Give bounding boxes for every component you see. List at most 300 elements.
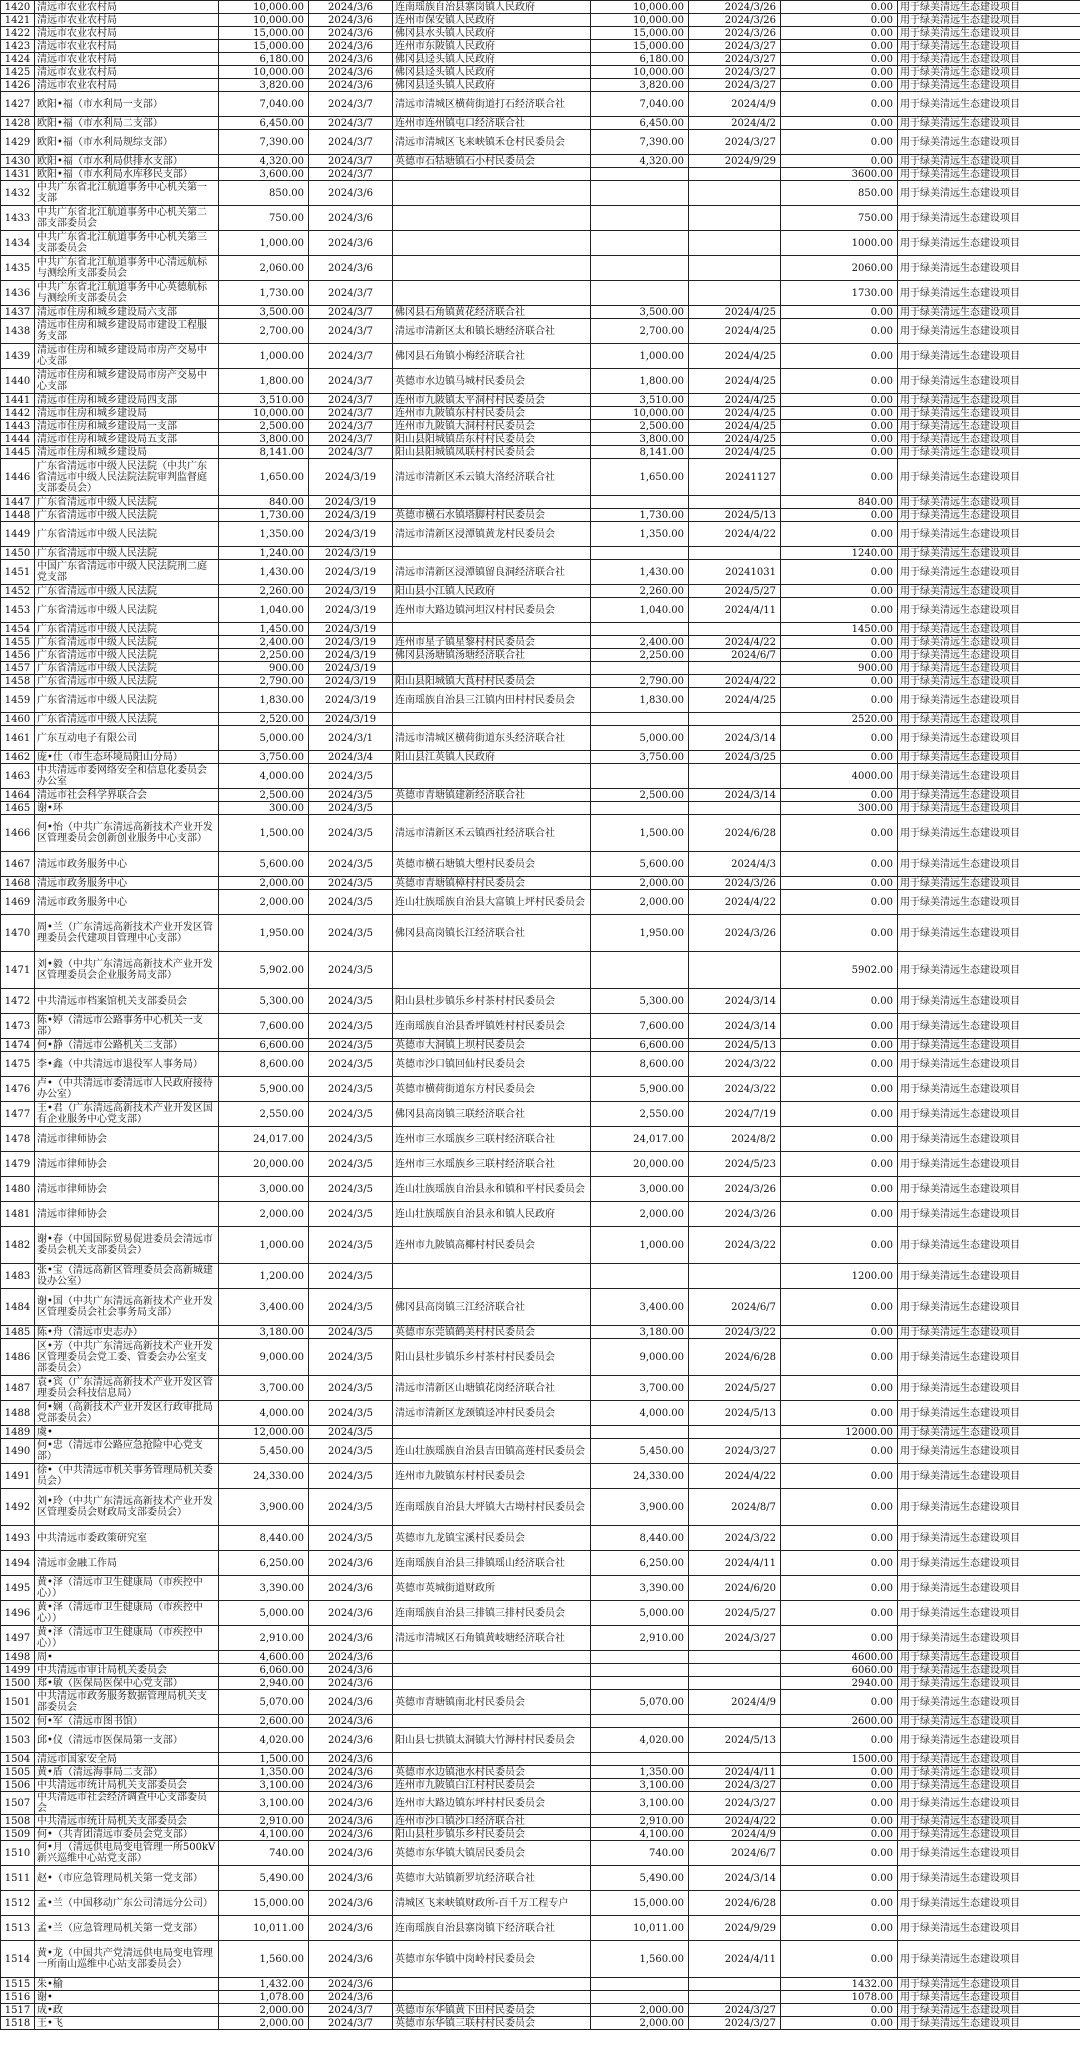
donation-amount-cell: 2,910.00 xyxy=(219,1626,309,1651)
disbursed-amount-cell xyxy=(591,623,689,636)
recipient-unit-cell: 清远市清新区浸潭镇留良洞经济联合社 xyxy=(393,560,591,585)
remaining-balance-cell: 300.00 xyxy=(781,802,898,815)
disbursed-date-cell: 2024/3/26 xyxy=(689,1177,781,1202)
usage-purpose-cell: 用于绿美清远生态建设项目 xyxy=(898,168,1080,181)
donor-name-cell: 中共清远市委网络安全和信息化委员会办公室 xyxy=(35,764,219,789)
donor-name-cell: 中共广东省北江航道事务中心机关第一支部 xyxy=(35,181,219,206)
disbursed-date-cell: 2024/6/7 xyxy=(689,649,781,662)
donation-amount-cell: 1,450.00 xyxy=(219,623,309,636)
usage-purpose-cell: 用于绿美清远生态建设项目 xyxy=(898,815,1080,852)
disbursed-amount-cell: 1,350.00 xyxy=(591,1766,689,1779)
donor-name-cell: 陈•婷（清远市公路事务中心机关一支部） xyxy=(35,1014,219,1039)
donor-name-cell: 欧阳•福（市水利局一支部） xyxy=(35,92,219,117)
disbursed-date-cell: 2024/4/22 xyxy=(689,675,781,688)
disbursed-amount-cell: 3,100.00 xyxy=(591,1779,689,1792)
donation-amount-cell: 3,180.00 xyxy=(219,1326,309,1339)
remaining-balance-cell: 12000.00 xyxy=(781,1426,898,1439)
row-number-cell: 1502 xyxy=(1,1715,35,1728)
remaining-balance-cell: 0.00 xyxy=(781,394,898,407)
donor-name-cell: 欧阳•福（市水利局水库移民支部） xyxy=(35,168,219,181)
usage-purpose-cell: 用于绿美清远生态建设项目 xyxy=(898,1376,1080,1401)
usage-purpose-cell: 用于绿美清远生态建设项目 xyxy=(898,1339,1080,1376)
donation-amount-cell: 4,100.00 xyxy=(219,1828,309,1841)
table-row xyxy=(1,688,1080,713)
disbursed-amount-cell: 2,000.00 xyxy=(591,2017,689,2030)
remaining-balance-cell: 0.00 xyxy=(781,1127,898,1152)
usage-purpose-cell: 用于绿美清远生态建设项目 xyxy=(898,852,1080,877)
remaining-balance-cell: 0.00 xyxy=(781,1728,898,1753)
usage-purpose-cell: 用于绿美清远生态建设项目 xyxy=(898,306,1080,319)
donor-name-cell: 谢•环 xyxy=(35,802,219,815)
table-row xyxy=(1,1202,1080,1227)
remaining-balance-cell: 0.00 xyxy=(781,1401,898,1426)
disbursed-date-cell: 2024/4/3 xyxy=(689,852,781,877)
disbursed-amount-cell: 3,000.00 xyxy=(591,1177,689,1202)
disbursed-amount-cell: 4,100.00 xyxy=(591,1828,689,1841)
table-row xyxy=(1,522,1080,547)
usage-purpose-cell: 用于绿美清远生态建设项目 xyxy=(898,1677,1080,1690)
usage-purpose-cell: 用于绿美清远生态建设项目 xyxy=(898,1779,1080,1792)
disbursed-amount-cell xyxy=(591,547,689,560)
recipient-unit-cell: 英德市青塘镇南北村民委员会 xyxy=(393,1690,591,1715)
disbursed-amount-cell: 1,040.00 xyxy=(591,598,689,623)
disbursed-date-cell: 2024/5/23 xyxy=(689,1152,781,1177)
donation-date-cell: 2024/3/6 xyxy=(309,1626,393,1651)
usage-purpose-cell: 用于绿美清远生态建设项目 xyxy=(898,66,1080,79)
donor-name-cell: 袁•宾（广东清远高新技术产业开发区管理委员会科技信息局） xyxy=(35,1376,219,1401)
recipient-unit-cell: 英德市水边镇池水村民委员会 xyxy=(393,1766,591,1779)
donor-name-cell: 清远市农业农村局 xyxy=(35,53,219,66)
usage-purpose-cell: 用于绿美清远生态建设项目 xyxy=(898,1127,1080,1152)
donor-name-cell: 清远市国家安全局 xyxy=(35,1753,219,1766)
donor-name-cell: 赵•（市应急管理局机关第一党支部） xyxy=(35,1866,219,1891)
recipient-unit-cell: 清远市清新区太和镇长塘经济联合社 xyxy=(393,319,591,344)
disbursed-date-cell: 2024/4/22 xyxy=(689,522,781,547)
row-number-cell: 1470 xyxy=(1,915,35,952)
row-number-cell: 1511 xyxy=(1,1866,35,1891)
disbursed-amount-cell: 7,040.00 xyxy=(591,92,689,117)
donor-name-cell: 周•兰（广东清远高新技术产业开发区管理委员会代建项目管理中心支部） xyxy=(35,915,219,952)
donor-name-cell: 广东互动电子有限公司 xyxy=(35,726,219,751)
table-row xyxy=(1,802,1080,815)
donation-amount-cell: 2,520.00 xyxy=(219,713,309,726)
disbursed-date-cell: 2024/3/26 xyxy=(689,1202,781,1227)
disbursed-date-cell: 2024/4/2 xyxy=(689,117,781,130)
donation-date-cell: 2024/3/5 xyxy=(309,1426,393,1439)
donation-amount-cell: 5,900.00 xyxy=(219,1077,309,1102)
row-number-cell: 1459 xyxy=(1,688,35,713)
disbursed-amount-cell: 7,600.00 xyxy=(591,1014,689,1039)
donor-name-cell: 黄•泽（清远市卫生健康局（市疾控中心）） xyxy=(35,1626,219,1651)
usage-purpose-cell: 用于绿美清远生态建设项目 xyxy=(898,1815,1080,1828)
disbursed-amount-cell: 15,000.00 xyxy=(591,1891,689,1916)
donation-amount-cell: 3,700.00 xyxy=(219,1376,309,1401)
row-number-cell: 1427 xyxy=(1,92,35,117)
row-number-cell: 1444 xyxy=(1,433,35,446)
recipient-unit-cell: 连南瑶族自治县大坪镇大古坳村村民委员会 xyxy=(393,1489,591,1526)
disbursed-amount-cell: 3,510.00 xyxy=(591,394,689,407)
recipient-unit-cell: 连南瑶族自治县三排镇瑶山经济联合社 xyxy=(393,1551,591,1576)
disbursed-amount-cell xyxy=(591,496,689,509)
row-number-cell: 1445 xyxy=(1,446,35,459)
usage-purpose-cell: 用于绿美清远生态建设项目 xyxy=(898,675,1080,688)
donor-name-cell: 清远市农业农村局 xyxy=(35,40,219,53)
donation-date-cell: 2024/3/5 xyxy=(309,1177,393,1202)
donation-amount-cell: 3,900.00 xyxy=(219,1489,309,1526)
disbursed-amount-cell: 1,000.00 xyxy=(591,344,689,369)
disbursed-date-cell: 2024/4/9 xyxy=(689,92,781,117)
disbursed-date-cell xyxy=(689,1991,781,2004)
donation-date-cell: 2024/3/7 xyxy=(309,2017,393,2030)
row-number-cell: 1425 xyxy=(1,66,35,79)
recipient-unit-cell: 英德市东华镇中岗岭村民委员会 xyxy=(393,1941,591,1978)
donor-name-cell: 广东省清远市中级人民法院 xyxy=(35,522,219,547)
usage-purpose-cell: 用于绿美清远生态建设项目 xyxy=(898,256,1080,281)
donation-amount-cell: 4,000.00 xyxy=(219,1401,309,1426)
usage-purpose-cell: 用于绿美清远生态建设项目 xyxy=(898,598,1080,623)
donation-amount-cell: 7,040.00 xyxy=(219,92,309,117)
table-row xyxy=(1,1941,1080,1978)
recipient-unit-cell: 阳山县杜步镇乐乡村茶村村民委员会 xyxy=(393,1339,591,1376)
remaining-balance-cell: 0.00 xyxy=(781,459,898,496)
donation-date-cell: 2024/3/7 xyxy=(309,306,393,319)
row-number-cell: 1507 xyxy=(1,1792,35,1815)
donor-name-cell: 广东省清远市中级人民法院 xyxy=(35,675,219,688)
recipient-unit-cell xyxy=(393,1426,591,1439)
donation-amount-cell: 3,820.00 xyxy=(219,79,309,92)
remaining-balance-cell: 0.00 xyxy=(781,306,898,319)
donation-date-cell: 2024/3/5 xyxy=(309,1376,393,1401)
usage-purpose-cell: 用于绿美清远生态建设项目 xyxy=(898,1866,1080,1891)
disbursed-date-cell: 2024/4/25 xyxy=(689,433,781,446)
table-row xyxy=(1,1439,1080,1464)
table-row xyxy=(1,1127,1080,1152)
donation-date-cell: 2024/3/6 xyxy=(309,1792,393,1815)
table-row xyxy=(1,1551,1080,1576)
disbursed-date-cell: 2024/4/25 xyxy=(689,446,781,459)
donation-amount-cell: 1,950.00 xyxy=(219,915,309,952)
disbursed-date-cell: 2024/3/27 xyxy=(689,1439,781,1464)
donation-date-cell: 2024/3/7 xyxy=(309,420,393,433)
remaining-balance-cell: 0.00 xyxy=(781,1792,898,1815)
donor-name-cell: 清远市政务服务中心 xyxy=(35,852,219,877)
row-number-cell: 1516 xyxy=(1,1991,35,2004)
donor-name-cell: 中共清远市统计局机关支部委员会 xyxy=(35,1815,219,1828)
usage-purpose-cell: 用于绿美清远生态建设项目 xyxy=(898,1526,1080,1551)
row-number-cell: 1431 xyxy=(1,168,35,181)
donor-name-cell: 中共广东省北江航道事务中心机关第三支部委员会 xyxy=(35,231,219,256)
donor-name-cell: 何•（共青团清远市委员会党支部） xyxy=(35,1828,219,1841)
usage-purpose-cell: 用于绿美清远生态建设项目 xyxy=(898,509,1080,522)
usage-purpose-cell: 用于绿美清远生态建设项目 xyxy=(898,789,1080,802)
disbursed-date-cell: 2024/8/7 xyxy=(689,1489,781,1526)
table-row xyxy=(1,1779,1080,1792)
row-number-cell: 1438 xyxy=(1,319,35,344)
remaining-balance-cell: 0.00 xyxy=(781,1916,898,1941)
donor-name-cell: 清远市农业农村局 xyxy=(35,14,219,27)
disbursed-amount-cell xyxy=(591,1426,689,1439)
recipient-unit-cell xyxy=(393,1264,591,1289)
row-number-cell: 1435 xyxy=(1,256,35,281)
row-number-cell: 1503 xyxy=(1,1728,35,1753)
donation-date-cell: 2024/3/6 xyxy=(309,1841,393,1866)
disbursed-amount-cell: 5,600.00 xyxy=(591,852,689,877)
table-row xyxy=(1,1376,1080,1401)
disbursed-date-cell: 2024/4/25 xyxy=(689,369,781,394)
donation-date-cell: 2024/3/6 xyxy=(309,66,393,79)
remaining-balance-cell: 0.00 xyxy=(781,1227,898,1264)
row-number-cell: 1453 xyxy=(1,598,35,623)
donor-name-cell: 孟•兰（中国移动广东公司清远分公司） xyxy=(35,1891,219,1916)
donation-amount-cell: 3,390.00 xyxy=(219,1576,309,1601)
donation-date-cell: 2024/3/5 xyxy=(309,1039,393,1052)
donation-amount-cell: 10,000.00 xyxy=(219,407,309,420)
table-row xyxy=(1,1177,1080,1202)
table-row xyxy=(1,53,1080,66)
remaining-balance-cell: 4000.00 xyxy=(781,764,898,789)
usage-purpose-cell: 用于绿美清远生态建设项目 xyxy=(898,1014,1080,1039)
donation-date-cell: 2024/3/19 xyxy=(309,649,393,662)
table-row xyxy=(1,1792,1080,1815)
disbursed-amount-cell xyxy=(591,1991,689,2004)
table-row xyxy=(1,598,1080,623)
disbursed-amount-cell: 5,300.00 xyxy=(591,989,689,1014)
remaining-balance-cell: 0.00 xyxy=(781,53,898,66)
donor-name-cell: 清远市住房和城乡建设局市建设工程服务支部 xyxy=(35,319,219,344)
row-number-cell: 1476 xyxy=(1,1077,35,1102)
table-row xyxy=(1,1766,1080,1779)
donation-amount-cell: 1,200.00 xyxy=(219,1264,309,1289)
recipient-unit-cell: 连州市九陂镇东村村民委员会 xyxy=(393,407,591,420)
donation-date-cell: 2024/3/6 xyxy=(309,79,393,92)
recipient-unit-cell xyxy=(393,662,591,675)
donation-date-cell: 2024/3/19 xyxy=(309,662,393,675)
disbursed-date-cell: 2024/4/25 xyxy=(689,344,781,369)
disbursed-date-cell xyxy=(689,1426,781,1439)
disbursed-date-cell: 2024/4/25 xyxy=(689,420,781,433)
table-row xyxy=(1,1626,1080,1651)
disbursed-date-cell: 2024/4/11 xyxy=(689,1551,781,1576)
row-number-cell: 1489 xyxy=(1,1426,35,1439)
usage-purpose-cell: 用于绿美清远生态建设项目 xyxy=(898,1326,1080,1339)
remaining-balance-cell: 0.00 xyxy=(781,852,898,877)
table-row xyxy=(1,509,1080,522)
donor-name-cell: 广东省清远市中级人民法院 xyxy=(35,623,219,636)
remaining-balance-cell: 0.00 xyxy=(781,1039,898,1052)
row-number-cell: 1458 xyxy=(1,675,35,688)
donation-amount-cell: 3,510.00 xyxy=(219,394,309,407)
disbursed-date-cell: 2024/3/26 xyxy=(689,877,781,890)
recipient-unit-cell: 清城区飞来峡镇财政所-百千万工程专户 xyxy=(393,1891,591,1916)
remaining-balance-cell: 0.00 xyxy=(781,1828,898,1841)
donor-name-cell: 黄•泽（清远市卫生健康局（市疾控中心）） xyxy=(35,1576,219,1601)
disbursed-amount-cell: 6,180.00 xyxy=(591,53,689,66)
recipient-unit-cell: 连州市沙口镇沙口经济联合社 xyxy=(393,1815,591,1828)
table-row xyxy=(1,433,1080,446)
row-number-cell: 1465 xyxy=(1,802,35,815)
disbursed-amount-cell xyxy=(591,281,689,306)
remaining-balance-cell: 0.00 xyxy=(781,14,898,27)
usage-purpose-cell: 用于绿美清远生态建设项目 xyxy=(898,1551,1080,1576)
donor-name-cell: 欧阳•福（市水利局供排水支部） xyxy=(35,155,219,168)
disbursed-amount-cell: 9,000.00 xyxy=(591,1339,689,1376)
recipient-unit-cell: 连山壮族瑶族自治县永和镇和平村民委员会 xyxy=(393,1177,591,1202)
table-row xyxy=(1,751,1080,764)
recipient-unit-cell xyxy=(393,168,591,181)
donation-amount-cell: 2,060.00 xyxy=(219,256,309,281)
donor-name-cell: 清远市住房和城乡建设局 xyxy=(35,446,219,459)
disbursed-amount-cell xyxy=(591,1978,689,1991)
disbursed-amount-cell: 2,910.00 xyxy=(591,1815,689,1828)
recipient-unit-cell xyxy=(393,256,591,281)
row-number-cell: 1485 xyxy=(1,1326,35,1339)
donation-amount-cell: 740.00 xyxy=(219,1841,309,1866)
recipient-unit-cell: 连州市九陂镇大洞村村民委员会 xyxy=(393,420,591,433)
donor-name-cell: 广东省清远市中级人民法院 xyxy=(35,547,219,560)
table-row xyxy=(1,547,1080,560)
usage-purpose-cell: 用于绿美清远生态建设项目 xyxy=(898,1077,1080,1102)
donation-amount-cell: 4,320.00 xyxy=(219,155,309,168)
donor-name-cell: 清远市农业农村局 xyxy=(35,1,219,14)
disbursed-amount-cell xyxy=(591,168,689,181)
donor-name-cell: 王•君（广东清远高新技术产业开发区国有企业服务中心党支部） xyxy=(35,1102,219,1127)
table-row xyxy=(1,890,1080,915)
disbursed-amount-cell: 6,600.00 xyxy=(591,1039,689,1052)
row-number-cell: 1488 xyxy=(1,1401,35,1426)
disbursed-date-cell xyxy=(689,1715,781,1728)
donation-date-cell: 2024/3/1 xyxy=(309,726,393,751)
disbursed-date-cell: 2024/5/27 xyxy=(689,1376,781,1401)
usage-purpose-cell: 用于绿美清远生态建设项目 xyxy=(898,764,1080,789)
disbursed-amount-cell: 2,910.00 xyxy=(591,1626,689,1651)
disbursed-date-cell xyxy=(689,231,781,256)
donation-amount-cell: 7,390.00 xyxy=(219,130,309,155)
donation-amount-cell: 4,000.00 xyxy=(219,764,309,789)
donation-amount-cell: 1,560.00 xyxy=(219,1941,309,1978)
disbursed-date-cell xyxy=(689,181,781,206)
row-number-cell: 1455 xyxy=(1,636,35,649)
table-row xyxy=(1,281,1080,306)
table-row xyxy=(1,1651,1080,1664)
disbursed-date-cell: 2024/6/7 xyxy=(689,1841,781,1866)
recipient-unit-cell: 清远市清新区山塘镇花岗经济联合社 xyxy=(393,1376,591,1401)
recipient-unit-cell: 英德市东莞镇鹤美村村民委员会 xyxy=(393,1326,591,1339)
usage-purpose-cell: 用于绿美清远生态建设项目 xyxy=(898,206,1080,231)
remaining-balance-cell: 0.00 xyxy=(781,433,898,446)
remaining-balance-cell: 1000.00 xyxy=(781,231,898,256)
donor-name-cell: 清远市社会科学界联合会 xyxy=(35,789,219,802)
recipient-unit-cell: 英德市大洞镇上坝村民委员会 xyxy=(393,1039,591,1052)
usage-purpose-cell: 用于绿美清远生态建设项目 xyxy=(898,1464,1080,1489)
row-number-cell: 1467 xyxy=(1,852,35,877)
remaining-balance-cell: 2060.00 xyxy=(781,256,898,281)
donation-date-cell: 2024/3/6 xyxy=(309,27,393,40)
recipient-unit-cell: 连州市连州镇屯口经济联合社 xyxy=(393,117,591,130)
remaining-balance-cell: 1500.00 xyxy=(781,1753,898,1766)
disbursed-amount-cell: 1,830.00 xyxy=(591,688,689,713)
disbursed-date-cell: 2024/3/25 xyxy=(689,751,781,764)
row-number-cell: 1492 xyxy=(1,1489,35,1526)
disbursed-amount-cell: 24,017.00 xyxy=(591,1127,689,1152)
recipient-unit-cell xyxy=(393,1677,591,1690)
table-row xyxy=(1,1753,1080,1766)
row-number-cell: 1426 xyxy=(1,79,35,92)
recipient-unit-cell: 连州市九陂镇东村村民委员会 xyxy=(393,1464,591,1489)
disbursed-date-cell: 2024/3/22 xyxy=(689,1526,781,1551)
donation-amount-cell: 1,000.00 xyxy=(219,1227,309,1264)
remaining-balance-cell: 0.00 xyxy=(781,1326,898,1339)
donation-date-cell: 2024/3/5 xyxy=(309,1289,393,1326)
usage-purpose-cell: 用于绿美清远生态建设项目 xyxy=(898,1576,1080,1601)
recipient-unit-cell: 阳山县小江镇人民政府 xyxy=(393,585,591,598)
donation-date-cell: 2024/3/19 xyxy=(309,560,393,585)
donation-amount-cell: 1,730.00 xyxy=(219,281,309,306)
table-row xyxy=(1,79,1080,92)
recipient-unit-cell: 英德市沙口镇回仙村民委员会 xyxy=(393,1052,591,1077)
donor-name-cell: 清远市住房和城乡建设局市房产交易中心支部 xyxy=(35,344,219,369)
donation-amount-cell: 1,350.00 xyxy=(219,522,309,547)
table-row xyxy=(1,446,1080,459)
donor-name-cell: 广东省清远市中级人民法院 xyxy=(35,509,219,522)
usage-purpose-cell: 用于绿美清远生态建设项目 xyxy=(898,1401,1080,1426)
donation-date-cell: 2024/3/19 xyxy=(309,509,393,522)
row-number-cell: 1421 xyxy=(1,14,35,27)
donation-amount-cell: 3,500.00 xyxy=(219,306,309,319)
donation-date-cell: 2024/3/5 xyxy=(309,1401,393,1426)
disbursed-amount-cell: 4,000.00 xyxy=(591,1401,689,1426)
row-number-cell: 1449 xyxy=(1,522,35,547)
usage-purpose-cell: 用于绿美清远生态建设项目 xyxy=(898,1052,1080,1077)
donation-amount-cell: 3,750.00 xyxy=(219,751,309,764)
disbursed-amount-cell: 24,330.00 xyxy=(591,1464,689,1489)
disbursed-date-cell xyxy=(689,168,781,181)
recipient-unit-cell: 连南瑶族自治县香坪镇姓村村民委员会 xyxy=(393,1014,591,1039)
disbursed-amount-cell xyxy=(591,662,689,675)
donation-date-cell: 2024/3/6 xyxy=(309,14,393,27)
donor-name-cell: 清远市农业农村局 xyxy=(35,66,219,79)
donation-amount-cell: 3,000.00 xyxy=(219,1177,309,1202)
donation-amount-cell: 3,100.00 xyxy=(219,1779,309,1792)
remaining-balance-cell: 0.00 xyxy=(781,155,898,168)
donation-amount-cell: 850.00 xyxy=(219,181,309,206)
disbursed-amount-cell xyxy=(591,181,689,206)
donor-name-cell: 广东省清远市中级人民法院 xyxy=(35,713,219,726)
donation-amount-cell: 3,800.00 xyxy=(219,433,309,446)
remaining-balance-cell: 1730.00 xyxy=(781,281,898,306)
row-number-cell: 1495 xyxy=(1,1576,35,1601)
usage-purpose-cell: 用于绿美清远生态建设项目 xyxy=(898,623,1080,636)
remaining-balance-cell: 0.00 xyxy=(781,66,898,79)
donation-date-cell: 2024/3/7 xyxy=(309,130,393,155)
disbursed-amount-cell xyxy=(591,952,689,989)
disbursed-amount-cell: 15,000.00 xyxy=(591,27,689,40)
donor-name-cell: 卢•（中共清远市委清远市人民政府接待办公室） xyxy=(35,1077,219,1102)
donation-amount-cell: 2,000.00 xyxy=(219,890,309,915)
disbursed-date-cell: 2024/5/27 xyxy=(689,1601,781,1626)
disbursed-amount-cell: 6,250.00 xyxy=(591,1551,689,1576)
disbursed-amount-cell: 5,450.00 xyxy=(591,1439,689,1464)
donation-amount-cell: 1,650.00 xyxy=(219,459,309,496)
usage-purpose-cell: 用于绿美清远生态建设项目 xyxy=(898,344,1080,369)
donor-name-cell: 欧阳•福（市水利局二支部） xyxy=(35,117,219,130)
table-row xyxy=(1,130,1080,155)
disbursed-amount-cell: 2,400.00 xyxy=(591,636,689,649)
remaining-balance-cell: 850.00 xyxy=(781,181,898,206)
recipient-unit-cell xyxy=(393,764,591,789)
row-number-cell: 1460 xyxy=(1,713,35,726)
recipient-unit-cell xyxy=(393,713,591,726)
row-number-cell: 1483 xyxy=(1,1264,35,1289)
